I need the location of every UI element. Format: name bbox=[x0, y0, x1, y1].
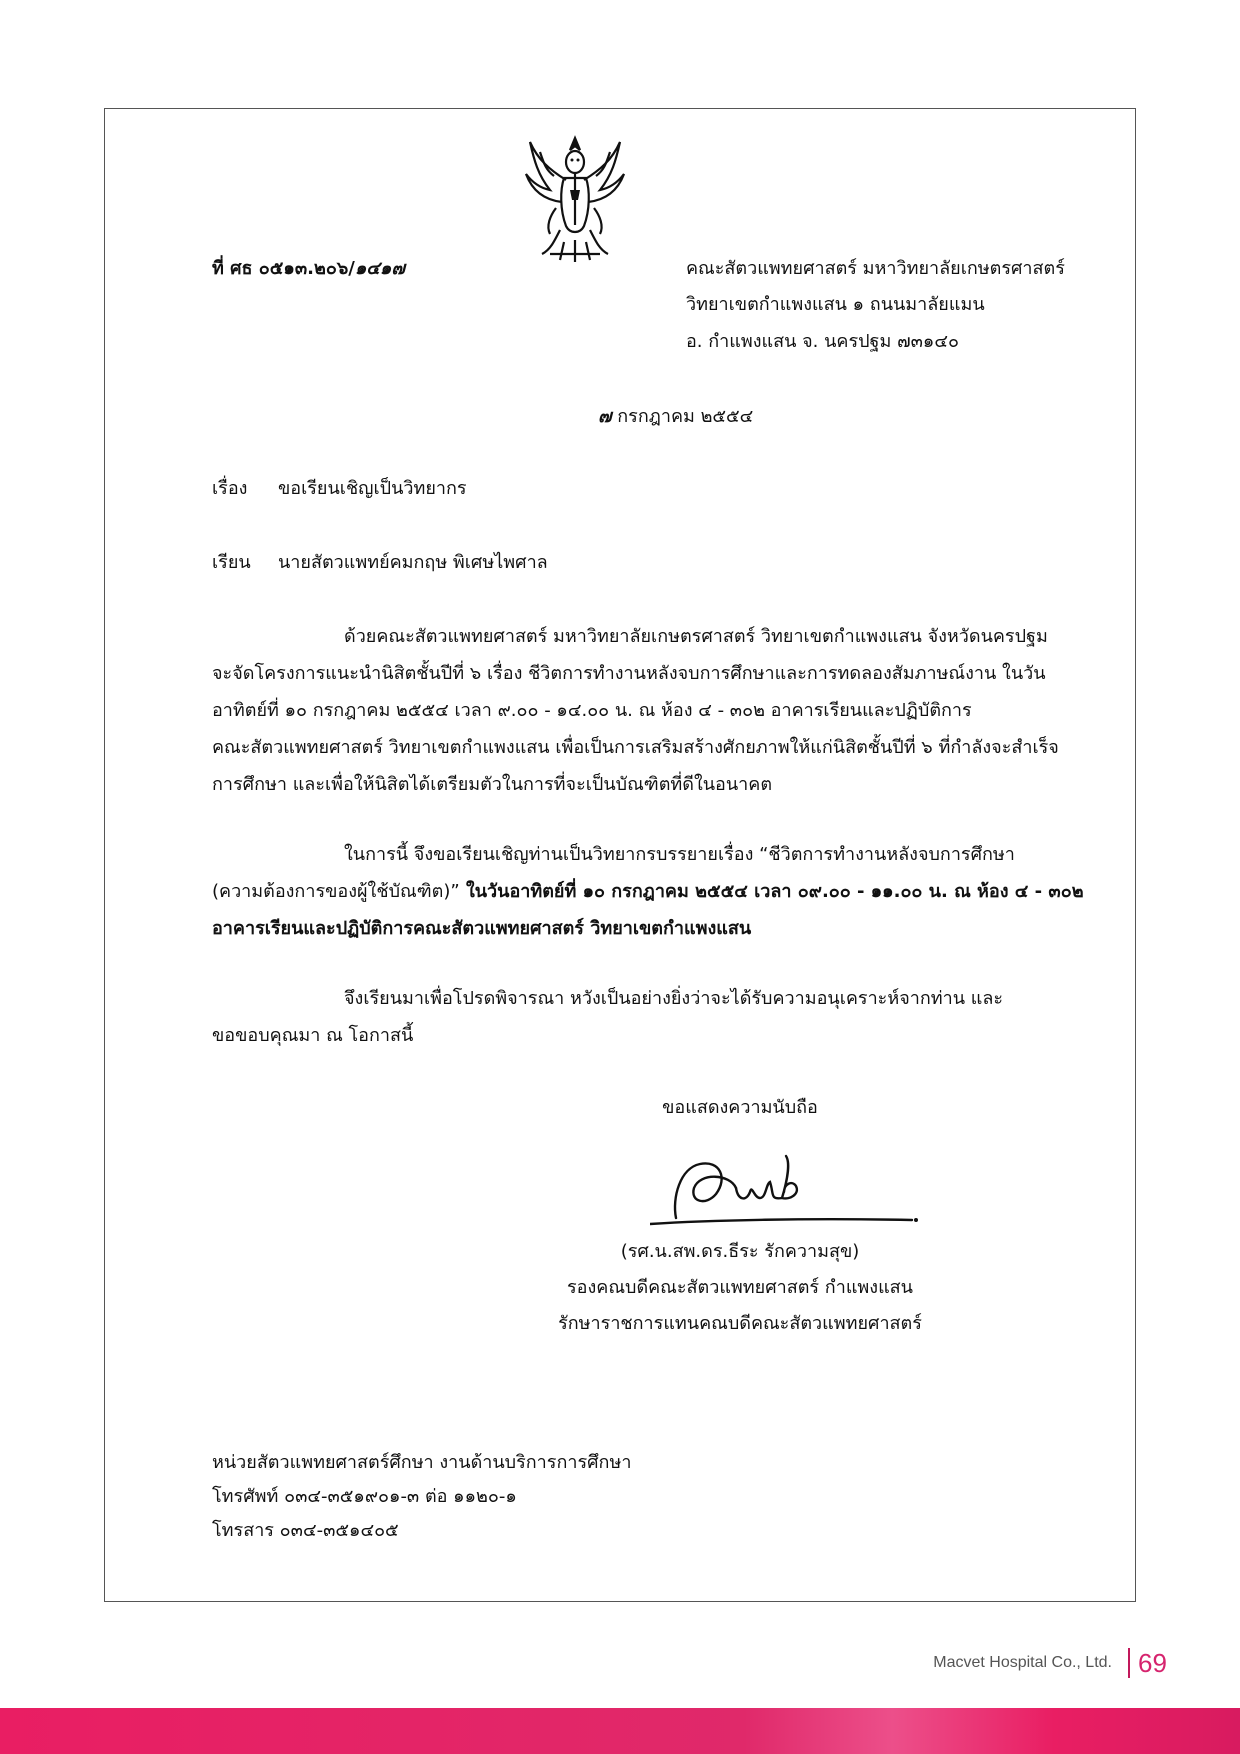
paragraph-2 bbox=[212, 836, 1084, 947]
reference-number-handwritten: ๑๔๑๗ bbox=[354, 258, 405, 279]
paragraph-2-line-3: อาคารเรียนและปฏิบัติการคณะสัตวแพทยศาสตร์ วิทยาเขตกำแพงแสน bbox=[212, 918, 752, 939]
paragraph-2-event-time: ในวันอาทิตย์ที่ ๑๐ กรกฎาคม ๒๕๕๔ เวลา ๐๙.๐๐ - ๑๑.๐๐ น. ณ ห้อง ๔ - ๓๐๒ bbox=[459, 881, 1084, 902]
contact-fax: โทรสาร ๐๓๔-๓๕๑๔๐๕ bbox=[212, 1520, 399, 1541]
signer-title-2: รักษาราชการแทนคณบดีคณะสัตวแพทยศาสตร์ bbox=[558, 1313, 922, 1334]
sender-address-line-1: คณะสัตวแพทยศาสตร์ มหาวิทยาลัยเกษตรศาสตร์ bbox=[686, 258, 1065, 279]
brand-name: Macvet Hospital Co., Ltd. bbox=[933, 1654, 1112, 1671]
recipient-label: เรียน bbox=[212, 552, 251, 573]
signature-handwritten bbox=[650, 1148, 920, 1228]
reference-number bbox=[212, 256, 405, 282]
paragraph-2-line-1: ในการนี้ จึงขอเรียนเชิญท่านเป็นวิทยากรบรรยายเรื่อง “ชีวิตการทำงานหลังจบการศึกษา bbox=[344, 844, 1015, 865]
contact-phone: โทรศัพท์ ๐๓๔-๓๕๑๙๐๑-๓ ต่อ ๑๑๒๐-๑ bbox=[212, 1486, 517, 1507]
paragraph-1-line: ด้วยคณะสัตวแพทยศาสตร์ มหาวิทยาลัยเกษตรศาสตร์ วิทยาเขตกำแพงแสน จังหวัดนครปฐม bbox=[344, 626, 1048, 647]
page-number-divider bbox=[1128, 1648, 1130, 1678]
date-month-year: กรกฎาคม ๒๕๕๔ bbox=[617, 406, 754, 427]
paragraph-3 bbox=[212, 980, 1044, 1054]
paragraph-1 bbox=[212, 618, 1059, 803]
reference-number-printed: ที่ ศธ ๐๕๑๓.๒๐๖/ bbox=[212, 258, 355, 279]
letter-date bbox=[598, 404, 753, 430]
paragraph-2-line-2 bbox=[212, 873, 1084, 910]
sender-address-line-2: วิทยาเขตกำแพงแสน ๑ ถนนมาลัยแมน bbox=[686, 294, 985, 315]
garuda-emblem-icon bbox=[520, 130, 630, 270]
date-day-handwritten: ๗ bbox=[598, 406, 612, 427]
signer-name: (รศ.น.สพ.ดร.ธีระ รักความสุข) bbox=[620, 1241, 860, 1262]
recipient-name: นายสัตวแพทย์คมกฤษ พิเศษไพศาล bbox=[278, 552, 548, 573]
sender-address-line-3: อ. กำแพงแสน จ. นครปฐม ๗๓๑๔๐ bbox=[686, 331, 959, 352]
paragraph-3-line: ขอขอบคุณมา ณ โอกาสนี้ bbox=[212, 1025, 414, 1046]
paragraph-3-line: จึงเรียนมาเพื่อโปรดพิจารณา หวังเป็นอย่างยิ่งว่าจะได้รับความอนุเคราะห์จากท่าน และ bbox=[344, 988, 1004, 1009]
paragraph-1-line: จะจัดโครงการแนะนำนิสิตชั้นปีที่ ๖ เรื่อง ชีวิตการทำงานหลังจบการศึกษาและการทดลองสัมภาษณ์งาน ในวัน bbox=[212, 663, 1046, 684]
paragraph-1-line: คณะสัตวแพทยศาสตร์ วิทยาเขตกำแพงแสน เพื่อเป็นการเสริมสร้างศักยภาพให้แก่นิสิตชั้นปีที่ ๖ ที่กำลังจะสำเร็จ bbox=[212, 737, 1059, 758]
subject-label: เรื่อง bbox=[212, 478, 248, 499]
footer-band bbox=[0, 1708, 1240, 1754]
paragraph-1-line: การศึกษา และเพื่อให้นิสิตได้เตรียมตัวในการที่จะเป็นบัณฑิตที่ดีในอนาคต bbox=[212, 774, 773, 795]
closing-salutation: ขอแสดงความนับถือ bbox=[662, 1097, 818, 1118]
contact-unit: หน่วยสัตวแพทยศาสตร์ศึกษา งานด้านบริการการศึกษา bbox=[212, 1452, 632, 1473]
paragraph-2-topic-end: (ความต้องการของผู้ใช้บัณฑิต)” bbox=[212, 881, 460, 902]
subject-text: ขอเรียนเชิญเป็นวิทยากร bbox=[278, 478, 467, 499]
signer-title-1: รองคณบดีคณะสัตวแพทยศาสตร์ กำแพงแสน bbox=[567, 1277, 913, 1298]
paragraph-1-line: อาทิตย์ที่ ๑๐ กรกฎาคม ๒๕๕๔ เวลา ๙.๐๐ - ๑๔.๐๐ น. ณ ห้อง ๔ - ๓๐๒ อาคารเรียนและปฏิบัติการ bbox=[212, 700, 972, 721]
page-number: 69 bbox=[1138, 1648, 1167, 1678]
